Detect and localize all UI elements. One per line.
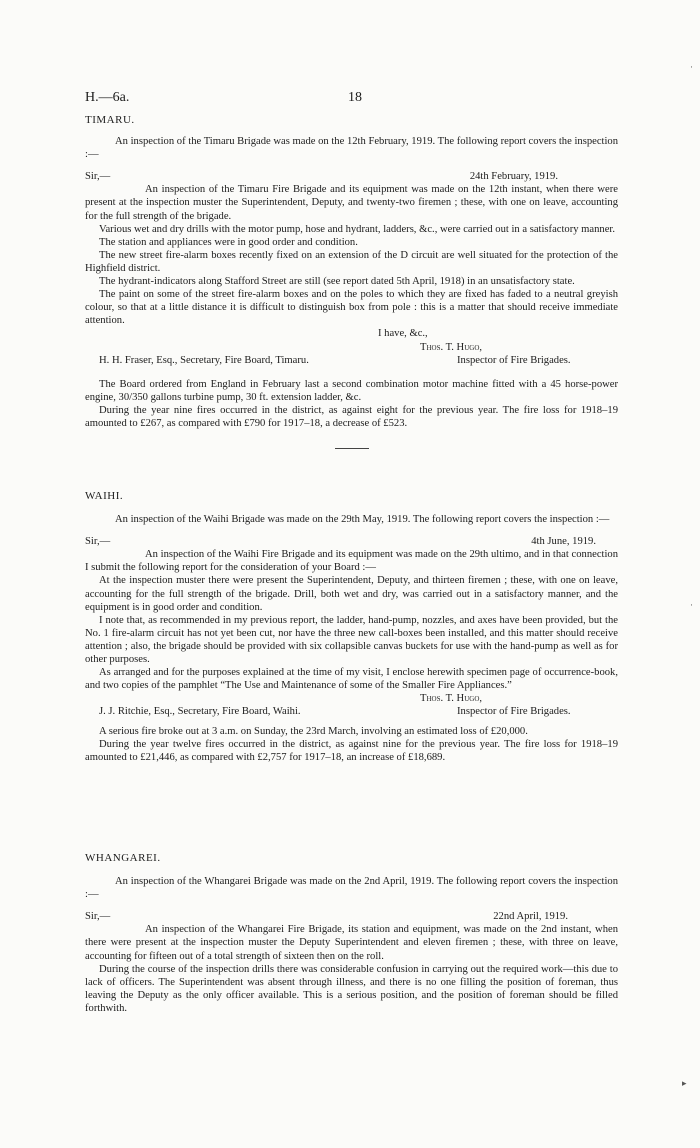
scan-mark: ▸: [682, 1078, 687, 1088]
letter-paragraph: The paint on some of the street fire-alarm boxes and on the poles to which they are fixed has faded to a neutral greyish colour, so that at a little distance it is difficult to distinguish box from pole : this is a matter that should receive immediate attention.: [85, 289, 618, 327]
letter-paragraph: I note that, as recommended in my previous report, the ladder, hand-pump, nozzles, and axes have been provided, but the No. 1 fire-alarm circuit has not yet been cut, nor have the three new call-boxes been installed, and this matter should receive attention ; also, the brigade should be provided with six collapsible canvas buckets for use with the hand-pump as well as for other purposes.: [85, 614, 618, 666]
section-waihi: [85, 490, 618, 764]
signature-block: [85, 692, 618, 718]
letter-paragraph: During the course of the inspection drills there was considerable confusion in carrying out the required work—this due to lack of officers. The Superintendent was absent through illness, and there is no one filling the position of foreman, thus leaving the Deputy as the only officer available. This is a serious position, and the position of foreman should be filled forthwith.: [85, 963, 618, 1014]
salutation: Sir,—: [85, 171, 111, 183]
salutation: Sir,—: [85, 536, 111, 548]
letter-paragraph: At the inspection muster there were present the Superintendent, Deputy, and thirteen firemen ; these, with one on leave, accounting for the full strength of the brigade. Drill, both wet and dry, was carried out in a satisfactory manner, and the equipment is in good order and condition.: [85, 575, 618, 613]
section-heading: WAIHI.: [85, 490, 124, 502]
scan-mark: ·: [690, 62, 693, 72]
section-timaru: [85, 114, 618, 449]
note-paragraph: During the year nine fires occurred in the district, as against eight for the previous year. The fire loss for 1918–19 amounted to £267, as compared with £790 for 1917–18, a decrease of £523.: [85, 404, 618, 429]
letter-header: [85, 535, 618, 548]
note-paragraph: During the year twelve fires occurred in the district, as against nine for the previous year. The fire loss for 1918–19 amounted to £21,446, as compared with £2,757 for 1917–18, an increase of £18,689.: [85, 738, 618, 763]
signatory-title: Inspector of Fire Brigades.: [457, 354, 571, 366]
signature-block: [85, 327, 618, 366]
letter-header: [85, 910, 618, 923]
letter-paragraph: An inspection of the Whangarei Fire Brigade, its station and equipment, was made on the 2nd instant, when there were present at the inspection muster the Deputy Superintendent and eleven firemen ; these, with three on leave, accounting for fifteen out of a total strength of sixteen then on the roll.: [85, 924, 618, 962]
letter-paragraph: An inspection of the Timaru Fire Brigade and its equipment was made on the 12th instant, when there were present at the inspection muster the Superintendent, Deputy, and twenty-two firemen ; these, with one on leave, accounting for the full strength of the brigade.: [85, 184, 618, 222]
section-intro: An inspection of the Waihi Brigade was made on the 29th May, 1919. The following report covers the inspection :—: [115, 514, 610, 526]
section-heading: WHANGAREI.: [85, 852, 161, 864]
letter-paragraph: The new street fire-alarm boxes recently fixed on an extension of the D circuit are well situated for the protection of the Highfield district.: [85, 249, 618, 274]
letter-paragraph: An inspection of the Waihi Fire Brigade and its equipment was made on the 29th ultimo, and in that connection I submit the following report for the consideration of your Board :—: [85, 549, 618, 574]
salutation: Sir,—: [85, 911, 111, 923]
document-reference: H.—6a.: [85, 90, 130, 105]
section-intro: An inspection of the Whangarei Brigade was made on the 2nd April, 1919. The following report covers the inspection :—: [85, 876, 618, 901]
section-heading: TIMARU.: [85, 114, 135, 126]
letter-paragraph: The station and appliances were in good order and condition.: [99, 236, 358, 248]
letter-date: 4th June, 1919.: [531, 536, 596, 548]
note-paragraph: The Board ordered from England in February last a second combination motor machine fitted with a 45 horse-power engine, 30/350 gallons turbine pump, 30 ft. extension ladder, &c.: [85, 378, 618, 403]
addressee: H. H. Fraser, Esq., Secretary, Fire Board, Timaru.: [99, 354, 309, 366]
section-divider: [335, 448, 369, 449]
addressee: J. J. Ritchie, Esq., Secretary, Fire Board, Waihi.: [99, 706, 301, 718]
page-number: 18: [348, 90, 362, 105]
signatory: Thos. T. Hugo,: [420, 341, 483, 353]
letter-header: [85, 170, 618, 183]
letter-paragraph: The hydrant-indicators along Stafford Street are still (see report dated 5th April, 1918) in an unsatisfactory state.: [99, 276, 575, 288]
closing: I have, &c.,: [378, 328, 428, 340]
scan-mark: ·: [690, 600, 693, 610]
letter-paragraph: As arranged and for the purposes explained at the time of my visit, I enclose herewith specimen page of occurrence-book, and two copies of the pamphlet “The Use and Maintenance of some of the Smaller Fire Appliances.”: [85, 667, 618, 692]
letter-date: 22nd April, 1919.: [493, 911, 568, 923]
signatory-title: Inspector of Fire Brigades.: [457, 706, 571, 718]
signatory: Thos. T. Hugo,: [420, 693, 483, 705]
letter-paragraph: Various wet and dry drills with the motor pump, hose and hydrant, ladders, &c., were carried out in a satisfactory manner.: [99, 223, 616, 235]
letter-date: 24th February, 1919.: [469, 171, 558, 183]
note-paragraph: A serious fire broke out at 3 a.m. on Sunday, the 23rd March, involving an estimated loss of £20,000.: [99, 725, 528, 737]
section-intro: An inspection of the Timaru Brigade was made on the 12th February, 1919. The following report covers the inspection :—: [85, 136, 618, 161]
section-whangarei: [85, 852, 618, 1015]
